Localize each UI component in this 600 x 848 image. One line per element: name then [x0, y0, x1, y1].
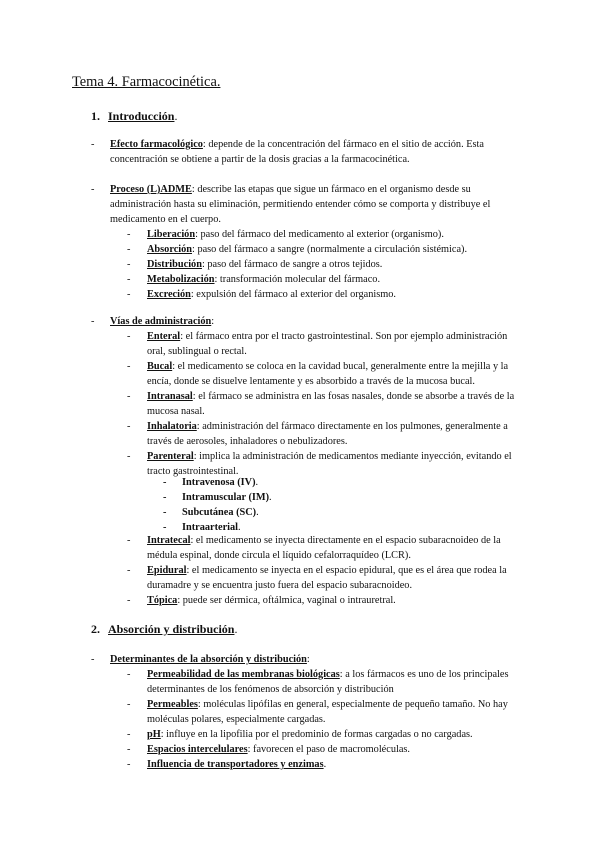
- list-item: - Intranasal: el fármaco se administra en las fosas nasales, donde se absorbe a través de la mucosa nasal.: [127, 391, 515, 417]
- list-item: - Excreción: expulsión del fármaco al exterior del organismo.: [127, 289, 396, 300]
- parenteral-sublist: [163, 475, 523, 535]
- list-item: - Determinantes de la absorción y distribución:: [91, 654, 310, 665]
- list-item: - Subcutánea (SC).: [163, 507, 259, 518]
- vias-list-a: [127, 329, 527, 479]
- section-title: Absorción y distribución: [108, 622, 235, 636]
- list-item: - Proceso (L)ADME: describe las etapas que sigue un fármaco en el organismo desde su administración hasta su eliminación, permitiendo entender cómo se comporta y distribuye el medicamento en el cuerpo.: [91, 184, 491, 225]
- list-item: - Intravenosa (IV).: [163, 477, 259, 488]
- list-item: - Parenteral: implica la administración de medicamentos mediante inyección, evitando el tracto gastrointestinal.: [127, 451, 512, 477]
- paragraph-efecto: [91, 137, 523, 167]
- vias-list-b: [127, 533, 527, 608]
- list-item: - Bucal: el medicamento se coloca en la cavidad bucal, generalmente entre la mejilla y la encía, donde se disuelve lentamente y es absorbido a través de la mucosa bucal.: [127, 361, 509, 387]
- list-item: - Metabolización: transformación molecular del fármaco.: [127, 274, 381, 285]
- list-item: - Enteral: el fármaco entra por el tracto gastrointestinal. Son por ejemplo administración oral, sublingual o rectal.: [127, 331, 508, 357]
- list-item: - Intraarterial.: [163, 522, 241, 533]
- list-item: - Efecto farmacológico: depende de la concentración del fármaco en el sitio de acción. Esta concentración se obtiene a partir de la dosis gracias a la farmacocinética.: [91, 139, 484, 165]
- list-item: - Inhalatoria: administración del fármaco directamente en los pulmones, generalmente a través de aerosoles, inhaladores o nebulizadores.: [127, 421, 508, 447]
- list-item: - Influencia de transportadores y enzimas.: [127, 759, 327, 770]
- document-title: Tema 4. Farmacocinética.: [72, 74, 221, 90]
- list-item: - Absorción: paso del fármaco a sangre (normalmente a circulación sistémica).: [127, 244, 468, 255]
- section-heading-introduccion: 1. Introducción.: [91, 109, 178, 123]
- list-item: - pH: influye en la lipofilia por el predominio de formas cargadas o no cargadas.: [127, 729, 473, 740]
- list-item: - Epidural: el medicamento se inyecta en el espacio epidural, que es el área que rodea la duramadre y se encuentra justo fuera del espacio subaracnoideo.: [127, 565, 507, 591]
- list-item: - Permeables: moléculas lipófilas en general, especialmente de pequeño tamaño. No hay moléculas polares, especialmente cargadas.: [127, 699, 508, 725]
- bullet: -: [91, 139, 95, 150]
- list-item: - Espacios intercelulares: favorecen el paso de macromoléculas.: [127, 744, 410, 755]
- section-title: Introducción: [108, 109, 175, 123]
- list-item: - Vías de administración:: [91, 316, 215, 327]
- list-item: - Distribución: paso del fármaco de sangre a otros tejidos.: [127, 259, 383, 270]
- list-item: - Intratecal: el medicamento se inyecta directamente en el espacio subaracnoideo de la médula espinal, donde circula el líquido cefalorraquídeo (LCR).: [127, 535, 501, 561]
- determinantes-list: [127, 667, 523, 772]
- paragraph-determinantes: [91, 652, 523, 667]
- paragraph-vias: [91, 314, 523, 329]
- list-item: - Tópica: puede ser dérmica, oftálmica, vaginal o intrauretral.: [127, 595, 396, 606]
- section-heading-absorcion: 2. Absorción y distribución.: [91, 622, 238, 636]
- ladme-list: [127, 227, 523, 302]
- list-item: - Liberación: paso del fármaco del medicamento al exterior (organismo).: [127, 229, 444, 240]
- section-number: 1.: [91, 109, 100, 123]
- list-item: - Intramuscular (IM).: [163, 492, 272, 503]
- list-item: - Permeabilidad de las membranas biológicas: a los fármacos es uno de los principales determinantes de los fenómenos de absorción y distribución: [127, 669, 509, 695]
- section-number: 2.: [91, 622, 100, 636]
- paragraph-proceso: [91, 182, 523, 227]
